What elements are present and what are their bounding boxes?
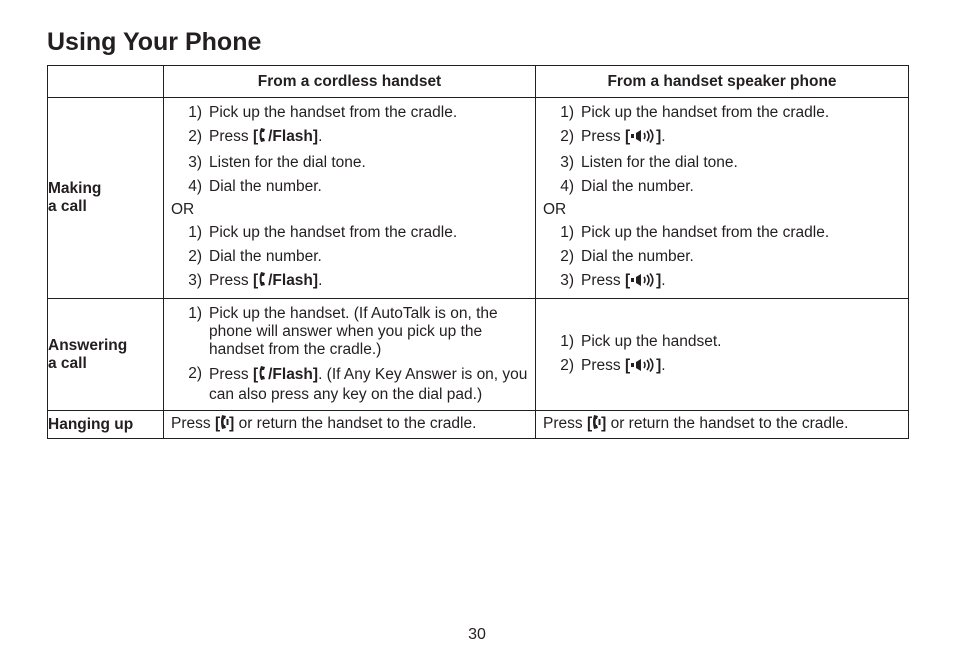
list-item: 1) Pick up the handset. — [560, 332, 722, 350]
row-answering-call — [48, 299, 909, 411]
row-label-making-call: Making a call — [48, 98, 164, 299]
off-icon — [220, 414, 229, 438]
list-item: 2) Press [ ]. — [543, 125, 908, 151]
list-item: 4) Dial the number. — [188, 178, 322, 195]
cell-hanging-handset: Press [ ] or return the handset to the cradle. — [164, 411, 536, 439]
page-title: Using Your Phone — [47, 28, 262, 56]
list-item: 1) Pick up the handset from the cradle. — [560, 224, 830, 241]
list-item: 3) Press [ ]. — [543, 269, 908, 295]
phone-icon — [258, 365, 268, 386]
list-item: 1) Pick up the handset from the cradle. — [188, 104, 458, 121]
list-item: 2) Dial the number. — [560, 248, 694, 265]
or-separator: OR — [171, 201, 195, 218]
page-number: 30 — [468, 626, 486, 643]
row-label-hanging-up: Hanging up — [48, 411, 164, 439]
off-icon — [592, 414, 601, 438]
row-hanging-up — [48, 411, 909, 439]
cell-answering-speaker — [536, 299, 909, 411]
speaker-icon — [630, 271, 656, 295]
list-item: 1) Pick up the handset. (If AutoTalk is on, the phone will answer when you pick up the handset from the cradle.) — [188, 305, 498, 358]
list-item: 1) Pick up the handset from the cradle. — [560, 104, 830, 121]
phone-icon — [258, 271, 268, 295]
header-cordless-handset: From a cordless handset — [164, 66, 536, 98]
row-making-call — [48, 98, 909, 299]
cell-hanging-speaker: Press [ ] or return the handset to the cradle. — [536, 411, 909, 439]
cell-answering-handset — [164, 299, 536, 411]
list-item: 3) Press [ /Flash]. — [171, 269, 535, 295]
list-item: 3) Listen for the dial tone. — [560, 154, 738, 171]
instructions-table — [47, 65, 909, 439]
row-label-answering-call: Answering a call — [48, 299, 164, 411]
list-item: 2) Press [ /Flash]. (If Any Key Answer is on, you can also press any key on the dial pad.) — [188, 365, 528, 403]
speaker-icon — [630, 356, 656, 380]
phone-icon — [258, 127, 268, 151]
cell-making-speaker — [536, 98, 909, 299]
header-empty — [48, 66, 164, 98]
list-item: 1) Pick up the handset from the cradle. — [188, 224, 458, 241]
list-item: 2) Press [ ]. — [543, 354, 908, 380]
header-speaker-phone: From a handset speaker phone — [536, 66, 909, 98]
list-item: 4) Dial the number. — [560, 178, 694, 195]
list-item: 2) Dial the number. — [188, 248, 322, 265]
header-row — [48, 66, 909, 98]
speaker-icon — [630, 127, 656, 151]
list-item: 3) Listen for the dial tone. — [188, 154, 366, 171]
list-item: 2) Press [ /Flash]. — [171, 125, 535, 151]
cell-making-handset — [164, 98, 536, 299]
or-separator: OR — [543, 201, 567, 218]
